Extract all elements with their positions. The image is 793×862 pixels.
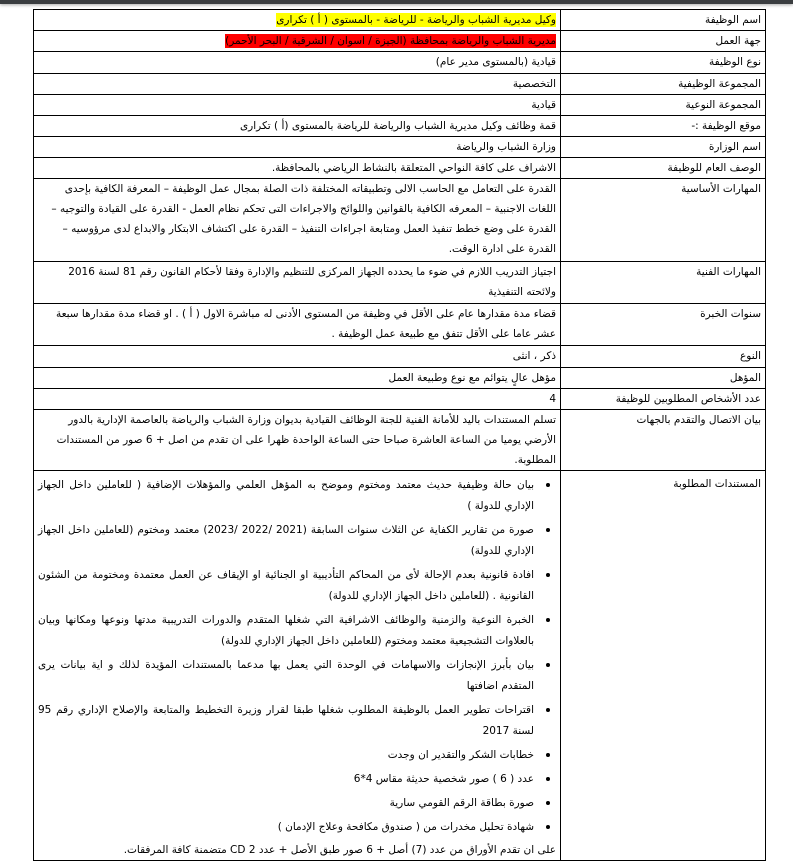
row-label: موقع الوظيفة :- xyxy=(561,116,766,137)
row-value xyxy=(34,10,561,31)
list-item: الخبرة النوعية والزمنية والوظائف الاشرافية التي شغلها المتقدم والدورات التدريبية مدتها ونوعها ومكانها وبيان بالعلاوات التشجيعية معتمد ومختوم (للعاملين داخل الجهاز الإداري للدولة) xyxy=(38,609,534,652)
list-item: اقتراحات تطوير العمل بالوظيفة المطلوب شغلها طبقا لقرار وزيرة التخطيط والمتابعة والإصلاح الإداري رقم 95 لسنة 2017 xyxy=(38,699,534,742)
list-item: عدد ( 6 ) صور شخصية حديثة مقاس 4*6 xyxy=(38,768,534,790)
table-row-qualitative-group xyxy=(34,95,766,116)
list-item: شهادة تحليل مخدرات من ( صندوق مكافحة وعلاج الإدمان ) xyxy=(38,816,534,838)
table-row-technical-skills xyxy=(34,262,766,304)
list-item: بيان بأبرز الإنجازات والاسهامات في الوحدة التي يعمل بها مدعما بالمستندات المؤيدة لذلك و اية بيانات يرى المتقدم اضافتها xyxy=(38,654,534,697)
required-documents-list xyxy=(38,474,556,838)
list-item: افادة قانونية بعدم الإحالة لأى من المحاكم التأديبية او الجنائية او الإيقاف عن العمل معتمدة ومختومة من الشئون القانونية . (للعاملين داخل الجهاز الإداري للدولة) xyxy=(38,564,534,607)
row-label: المهارات الفنية xyxy=(561,262,766,304)
row-value: القدرة على التعامل مع الحاسب الالى وتطبيقاته المختلفة ذات الصلة بمجال عمل الوظيفة – المعرفة الكافية بإحدى اللغات الاجنبية – المعرفه الكافية بالقوانين واللوائح والاجراءات التى تحكم نظام العمل - القدرة على القيادة والتوجيه – القدرة على وضع خطط تنفيذ العمل ومتابعة اجراءات التنفيذ – القدرة على اكتشاف الابتكار والابداع لدى مرؤوسيه – القدرة على ادارة الوقت. xyxy=(34,179,561,262)
table-row-positions-count xyxy=(34,389,766,410)
row-value: قيادية xyxy=(34,95,561,116)
table-row-job-location xyxy=(34,116,766,137)
list-item: بيان حالة وظيفية حديث معتمد ومختوم وموضح به المؤهل العلمي والمؤهلات الإضافية ( للعاملين داخل الجهاز الإداري للدولة ) xyxy=(38,474,534,517)
row-label: المستندات المطلوبة xyxy=(561,471,766,861)
table-row-basic-skills xyxy=(34,179,766,262)
row-label: نوع الوظيفة xyxy=(561,52,766,74)
row-value: تسلم المستندات باليد للأمانة الفنية للجنة الوظائف القيادية بديوان وزارة الشباب والرياضة بالعاصمة الإدارية بالدور الأرضي يوميا من الساعة العاشرة صباحا حتى الساعة الواحدة ظهرا على ان تقدم من اصل + 6 صور من المستندات المطلوبة. xyxy=(34,410,561,471)
table-row-contact xyxy=(34,410,766,471)
table-row-job-group xyxy=(34,74,766,95)
row-label: اسم الوظيفة xyxy=(561,10,766,31)
table-row-experience-years xyxy=(34,304,766,346)
table-row-job-type xyxy=(34,52,766,74)
row-label: المجموعة النوعية xyxy=(561,95,766,116)
row-label: المهارات الأساسية xyxy=(561,179,766,262)
row-label: سنوات الخبرة xyxy=(561,304,766,346)
table-row-workplace xyxy=(34,31,766,52)
row-label: جهة العمل xyxy=(561,31,766,52)
row-value: اجتياز التدريب اللازم في ضوء ما يحدده الجهاز المركزى للتنظيم والإدارة وفقا لأحكام القانون رقم 81 لسنة 2016 ولائحته التنفيذية xyxy=(34,262,561,304)
job-announcement-table xyxy=(33,9,766,861)
row-value: قضاء مدة مقدارها عام على الأقل في وظيفة من المستوى الأدنى له مباشرة الاول ( أ ) . او قضاء مدة مقدارها سبعة عشر عاما على الأقل تتفق مع طبيعة عمل الوظيفة . xyxy=(34,304,561,346)
table-row-required-documents xyxy=(34,471,766,861)
required-documents-cell xyxy=(34,471,561,861)
documents-footnote: على ان تقدم الأوراق من عدد (7) أصل + 6 صور طبق الأصل + عدد 2 CD متضمنة كافة المرفقات. xyxy=(123,844,556,856)
row-value: قيادية (بالمستوى مدير عام) xyxy=(34,52,561,74)
list-item: صورة بطاقة الرقم القومي سارية xyxy=(38,792,534,814)
viewer-top-bar xyxy=(0,0,793,4)
row-value: قمة وظائف وكيل مديرية الشباب والرياضة للرياضة بالمستوى (أ ) تكرارى xyxy=(34,116,561,137)
row-value xyxy=(34,31,561,52)
table-row-gender xyxy=(34,346,766,368)
list-item: صورة من تقارير الكفاية عن الثلاث سنوات السابقة (2021 /2022 /2023) معتمد ومختوم (للعاملين داخل الجهاز الإداري للدولة) xyxy=(38,519,534,562)
row-label: عدد الأشخاص المطلوبين للوظيفة xyxy=(561,389,766,410)
row-value: التخصصية xyxy=(34,74,561,95)
row-label: اسم الوزارة xyxy=(561,137,766,158)
job-title-highlighted: وكيل مديرية الشباب والرياضة - للرياضة - بالمستوى ( أ ) تكرارى xyxy=(276,14,556,26)
table-row-qualification xyxy=(34,368,766,389)
row-label: المجموعة الوظيفية xyxy=(561,74,766,95)
row-label: المؤهل xyxy=(561,368,766,389)
table-row-ministry xyxy=(34,137,766,158)
row-label: النوع xyxy=(561,346,766,368)
table-row-description xyxy=(34,158,766,179)
row-value: ذكر ، انثى xyxy=(34,346,561,368)
row-label: الوصف العام للوظيفة xyxy=(561,158,766,179)
row-label: بيان الاتصال والتقدم بالجهات xyxy=(561,410,766,471)
row-value: 4 xyxy=(34,389,561,410)
row-value: مؤهل عالٍ يتوائم مع نوع وطبيعة العمل xyxy=(34,368,561,389)
list-item: خطابات الشكر والتقدير ان وجدت xyxy=(38,744,534,766)
row-value: الاشراف على كافة النواحي المتعلقة بالنشاط الرياضي بالمحافظة. xyxy=(34,158,561,179)
table-row-job-title xyxy=(34,10,766,31)
workplace-highlighted: مديرية الشباب والرياضة بمحافظة (الجيزة / اسوان / الشرقية / البحر الأحمر) xyxy=(225,35,556,47)
row-value: وزارة الشباب والرياضة xyxy=(34,137,561,158)
